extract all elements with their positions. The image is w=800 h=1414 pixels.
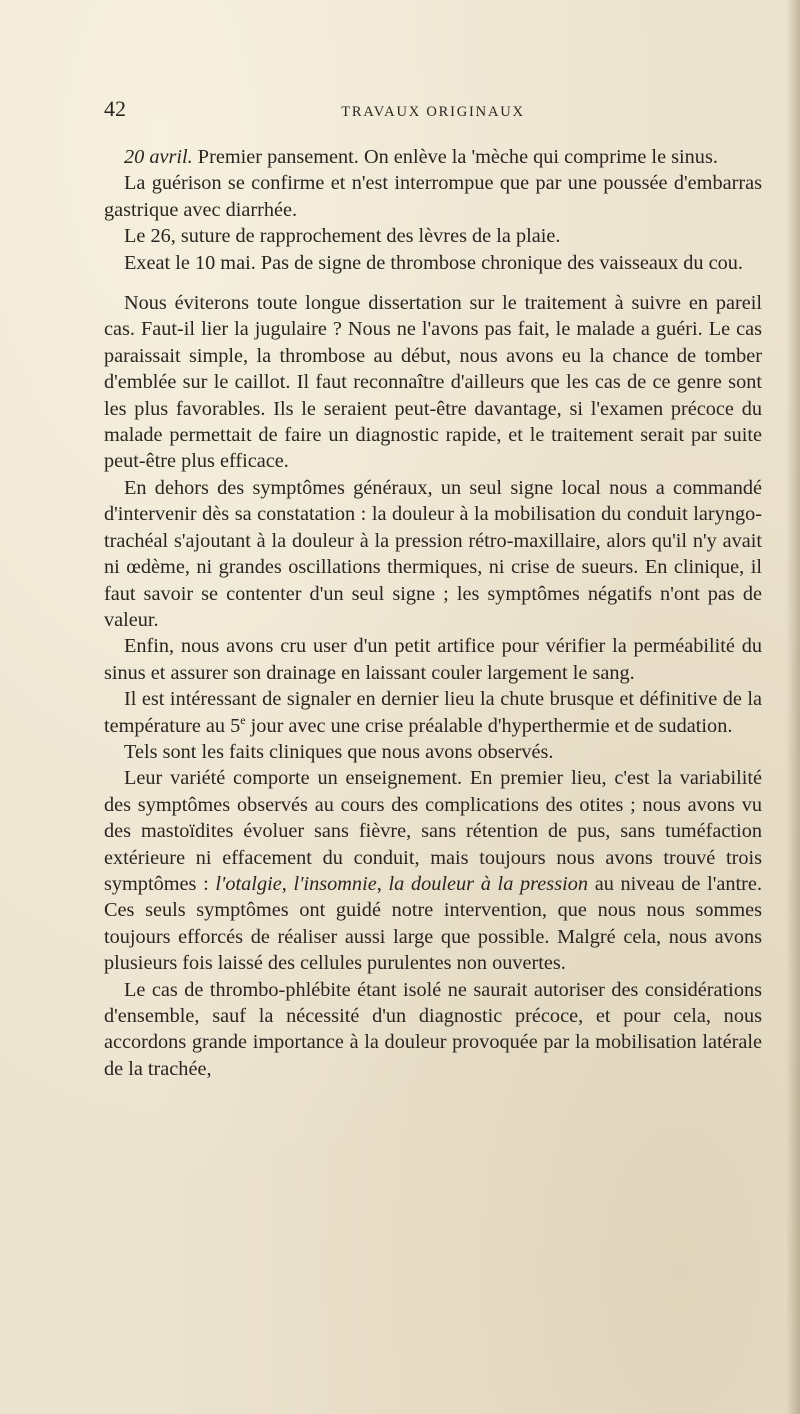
paragraph-6: En dehors des symptômes généraux, un seul signe local nous a commandé d'intervenir dès sa constatation : la douleur à la mobilisation du conduit laryngo-trachéal s'ajoutant à la douleur à la pression rétro-maxillaire, alors qu'il n'y avait ni œdème, ni grandes oscillations thermiques, ni crise de sueurs. En clinique, il faut savoir se contenter d'un seul signe ; les symptômes négatifs n'ont pas de valeur. [104, 476, 762, 631]
paragraph-10-text-a: Leur variété comporte un enseignement. En premier lieu, c'est la variabilité des symptômes observés au cours des complications des otites ; nous avons vu des mastoïdites évoluer sans fièvre, sans rétention de pus, sans tuméfaction extérieure ni effacement du conduit, mais toujours nous avons trouvé trois symptômes : [104, 767, 762, 895]
paragraph-1 [104, 144, 762, 170]
paragraph-8-text-b: jour avec une crise préalable d'hyperthermie et de sudation. [245, 714, 733, 737]
paragraph-1-text: Premier pansement. On enlève la 'mèche qui comprime le sinus. [192, 146, 718, 168]
symptom-insomnie: l'insomnie [293, 872, 377, 895]
comma-2: , [376, 872, 389, 895]
paragraph-5: Nous éviterons toute longue dissertation sur le traitement à suivre en pareil cas. Faut-il lier la jugulaire ? Nous ne l'avons pas fait, le malade a guéri. Le cas paraissait simple, la thrombose au début, nous avons eu la chance de tomber d'emblée sur le caillot. Il faut reconnaître d'ailleurs que les cas de ce genre sont les plus favorables. Ils le seraient peut-être davantage, si l'examen précoce du malade permettait de faire un diagnostic rapide, et le traitement serait par suite peut-être plus efficace. [104, 292, 762, 473]
symptom-otalgie: l'otalgie [215, 872, 282, 895]
paragraph-2: La guérison se confirme et n'est interrompue que par une poussée d'embarras gastrique avec diarrhée. [104, 172, 762, 221]
paragraph-4: Exeat le 10 mai. Pas de signe de thrombose chronique des vaisseaux du cou. [124, 251, 743, 274]
paragraph-10-text-b: au niveau de l'antre. Ces seuls symptômes ont guidé notre intervention, que nous nous sommes toujours efforcés de réaliser aussi large que possible. Malgré cela, nous avons plusieurs fois laissé des cellules purulentes non ouvertes. [104, 872, 763, 975]
paragraph-8-text-a: Il est intéressant de signaler en dernier lieu la chute brusque et définitive de la température au 5 [104, 688, 762, 737]
page-header [104, 96, 762, 132]
page-number: 42 [104, 96, 126, 121]
body-text [104, 144, 762, 1082]
date-label: 20 avril. [124, 146, 193, 168]
paragraph-7: Enfin, nous avons cru user d'un petit artifice pour vérifier la perméabilité du sinus et assurer son drainage en laissant couler largement le sang. [104, 635, 762, 684]
page-edge-shadow [786, 0, 800, 1414]
comma-1: , [281, 872, 294, 895]
paragraph-9: Tels sont les faits cliniques que nous avons observés. [124, 740, 554, 763]
ordinal-superscript: e [240, 712, 246, 727]
paragraph-3: Le 26, suture de rapprochement des lèvres de la plaie. [124, 225, 561, 248]
symptom-douleur-pression: la douleur à la pression [388, 872, 589, 895]
page [104, 96, 762, 1082]
paragraph-11: Le cas de thrombo-phlébite étant isolé ne saurait autoriser des considérations d'ensemble, sauf la nécessité d'un diagnostic précoce, et pour cela, nous accordons grande importance à la douleur provoquée par la mobilisation latérale de la trachée, [104, 978, 762, 1080]
running-title: TRAVAUX ORIGINAUX [341, 104, 525, 120]
paragraph-8 [104, 686, 762, 739]
paragraph-10 [104, 765, 762, 976]
